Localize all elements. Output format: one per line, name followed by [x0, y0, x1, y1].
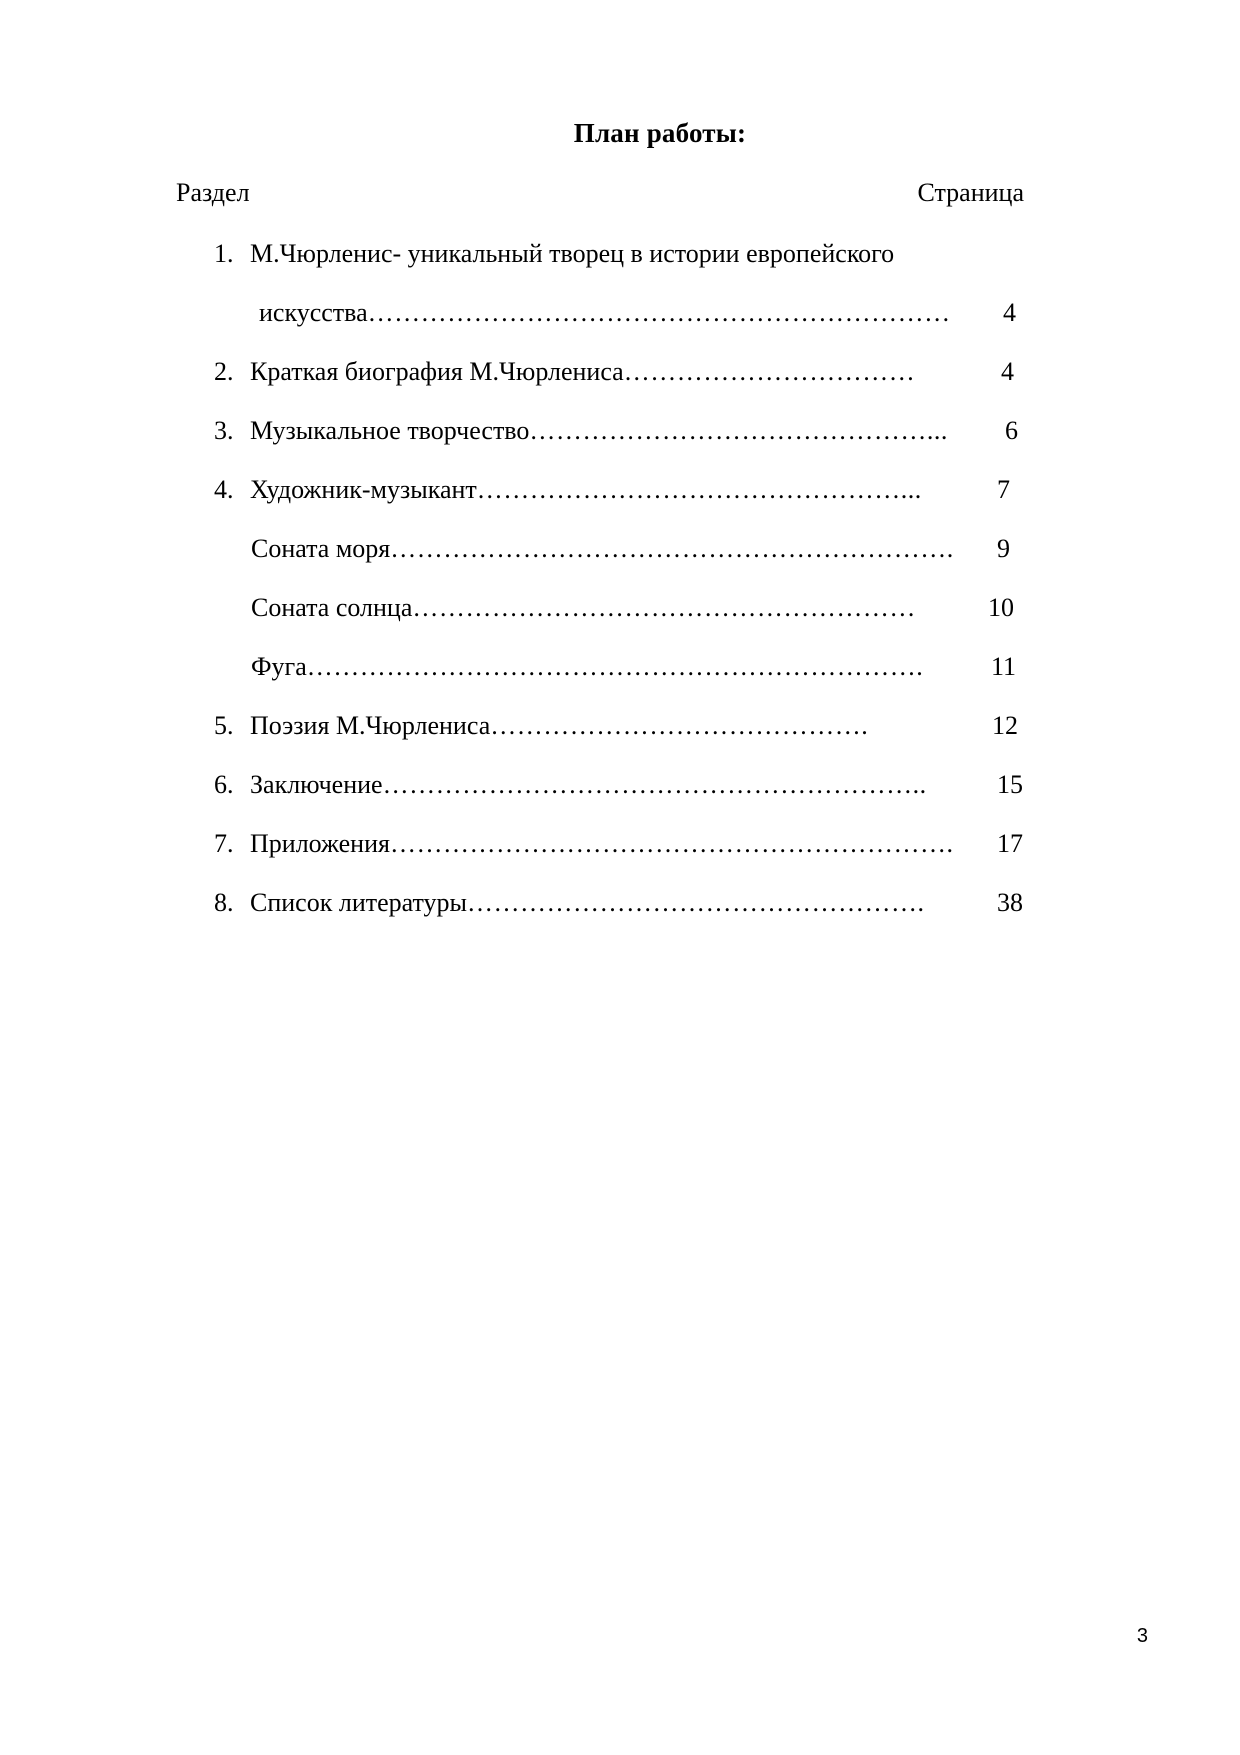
toc-page-number: 7: [997, 475, 1010, 504]
toc-leader-dots: ……………………………………………………….: [389, 829, 954, 858]
toc-entry-title: Заключение: [250, 770, 383, 799]
toc-entry: [250, 356, 988, 388]
toc-entry: [250, 474, 994, 506]
toc-entry: [250, 769, 993, 801]
page-number: 3: [1136, 1625, 1148, 1647]
entry-number: 2.: [214, 357, 234, 386]
entry-number: 4.: [214, 475, 234, 504]
toc-page-number: 12: [992, 711, 1018, 740]
toc-leader-dots: …………………………………….: [490, 711, 869, 740]
toc-page-number: 15: [997, 770, 1023, 799]
column-header-section: Раздел: [176, 178, 250, 207]
toc-leader-dots: ……………………………………………………….: [390, 534, 954, 563]
toc-page-number: 38: [997, 888, 1023, 917]
toc-leader-dots: …………………………………………………: [412, 593, 916, 622]
toc-entry-title: Музыкальное творчество: [250, 416, 530, 445]
toc-entry-title: Художник-музыкант: [250, 475, 477, 504]
toc-entry: [250, 710, 988, 742]
toc-page-number: 11: [990, 652, 1016, 681]
toc-subentry: [251, 533, 994, 565]
toc-leader-dots: ………………………………………...: [529, 416, 948, 445]
entry-number: 3.: [214, 416, 234, 445]
toc-page-number: 6: [1005, 416, 1018, 445]
toc-leader-dots: ……………………………………………………..: [382, 770, 927, 799]
toc-entry-title: Поэзия М.Чюрлениса: [250, 711, 491, 740]
toc-entry-title: Краткая биография М.Чюрлениса: [250, 357, 624, 386]
toc-entry-continuation-text: искусства: [259, 298, 368, 327]
toc-entry-title: Список литературы: [250, 888, 467, 917]
toc-leader-dots: …………………………………………………………….: [306, 652, 924, 681]
entry-number: 7.: [214, 829, 234, 858]
toc-page-number: 4: [1001, 357, 1014, 386]
toc-entry-title: Фуга: [251, 652, 307, 681]
toc-leader-dots: …………………………………………………………: [367, 298, 951, 327]
toc-entry: [250, 887, 993, 919]
toc-leader-dots: …………………………………………….: [467, 888, 925, 917]
toc-page-number: 9: [997, 534, 1010, 563]
toc-page-number: 17: [997, 829, 1023, 858]
toc-entry-title: Приложения: [250, 829, 390, 858]
toc-leader-dots: …………………………………………...: [476, 475, 922, 504]
toc-entry-title: Соната солнца: [251, 593, 413, 622]
entry-number: 1.: [214, 239, 234, 268]
column-header-page: Страница: [917, 178, 1024, 207]
toc-entry: [250, 828, 993, 860]
page-title: План работы:: [573, 118, 747, 148]
toc-entry-title: М.Чюрленис- уникальный творец в истории европейского: [250, 239, 895, 268]
toc-subentry: [251, 651, 986, 683]
entry-number: 6.: [214, 770, 234, 799]
toc-subentry: [251, 592, 984, 624]
toc-entry-continuation: [259, 297, 989, 329]
toc-page-number: 10: [988, 593, 1014, 622]
toc-page-number: 4: [1003, 298, 1016, 327]
entry-number: 8.: [214, 888, 234, 917]
toc-entry-title: Соната моря: [251, 534, 391, 563]
toc-leader-dots: ……………………………: [623, 357, 916, 386]
toc-entry: [250, 415, 992, 447]
entry-number: 5.: [214, 711, 234, 740]
